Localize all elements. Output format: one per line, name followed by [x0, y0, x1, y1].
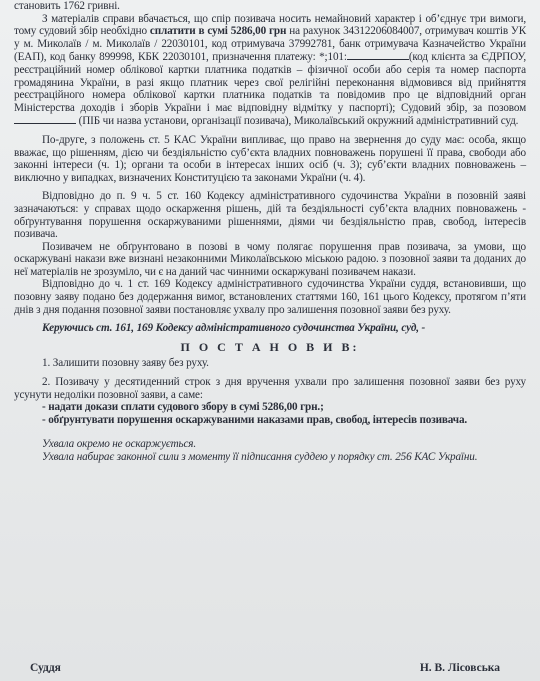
- p1-text-d: (ПІБ чи назва установи, організації позивача), Миколаївський окружний адміністративний суд.: [76, 115, 519, 128]
- ruling-item-2: 2. Позивачу у десятиденний строк з дня вручення ухвали про залишення позовної заяви без руху усунути недоліки позовної заяви, а саме:: [14, 376, 526, 401]
- p1-fee-amount: сплатити в сумі 5286,00 грн: [149, 25, 287, 38]
- paragraph-court-fee: [14, 13, 526, 128]
- judge-label: Суддя: [30, 662, 61, 674]
- p1-text-a: З матеріалів справи вбачається, що спір позивача носить немайновий характер і об’єднує три вимоги, тому судовий збір необхідно: [14, 12, 526, 38]
- ruling-heading: П О С Т А Н О В И В:: [180, 339, 360, 354]
- paragraph-claim-grounds: Позивачем не обґрунтовано в позові в чому полягає порушення прав позивача, за умови, що оскаржувані накази вже визнані незаконними Миколаївською міською радою. з позовної заяви та доданих до неї матеріалів не зрозуміло, чи є на даний час чинними оскаржувані позивачем накази.: [14, 240, 526, 278]
- p1-text-c: (код клієнта за ЄДРПОУ, реєстраційний номер облікової картки платника податків – фізичної особи або серія та номер паспорта громадянина України, в разі якщо платник через свої релігійні переконання відмовився від прийняття реєстраційного номера облікової картки платника податків та повідомив про це відповідний орган Міністерства доходів і зборів України і має відповідну відмітку у паспорті); Судовий збір, за позовом: [14, 51, 526, 114]
- guided-by-line: Керуючись ст. 161, 169 Кодексу адміністративного судочинства України, суд, -: [42, 322, 426, 335]
- paragraph-article-169: Відповідно до ч. 1 ст. 169 Кодексу адміністративного судочинства України суддя, встановивши, що позовну заяву подано без додержання вимог, встановлених статтями 160, 161 цього Кодексу, протягом п’яти днів з дня подання позовної заяви постановляє ухвалу про залишення позовної заяви без руху.: [14, 278, 526, 316]
- paragraph-article-160: Відповідно до п. 9 ч. 5 ст. 160 Кодексу адміністративного судочинства України в позовній заяві зазначаються: у справах щодо оскарження рішень, дій та бездіяльності суб’єкта владних повноважень - обґрунтування порушення оскаржуваними рішеннями, діями чи бездіяльністю прав, свобод, інтересів позивача.: [14, 190, 526, 241]
- requirement-justify: - обґрунтувати порушення оскаржуваними наказами прав, свобод, інтересів позивача.: [42, 413, 468, 426]
- note-effective: Ухвала набирає законної сили з моменту її підписання суддею у порядку ст. 256 КАС України.: [42, 451, 478, 463]
- paragraph-article-5: По-друге, з положень ст. 5 КАС України випливає, що право на звернення до суду має: особа, якщо вважає, що рішенням, дією чи бездіяльністю суб’єкта владних повноважень порушені її права, свободи або законні інтереси (ч. 1); органи та особи в інтересах інших осіб (ч. 3); суб’єкти владних повноважень – виключно у випадках, визначених Конституцією та законами України (ч. 4).: [14, 133, 526, 184]
- judge-name: Н. В. Лісовська: [419, 662, 500, 674]
- blank-line: [347, 50, 409, 60]
- blank-line: [14, 114, 76, 124]
- document-body: [14, 0, 526, 464]
- note-no-appeal: Ухвала окремо не оскаржується.: [42, 438, 197, 451]
- ruling-item-1: 1. Залишити позовну заяву без руху.: [42, 357, 209, 370]
- p1-text-b: на рахунок 34312206084007, отримувач коштів УК у м. Миколаїв / м. Миколаїв / 22030101, код отримувача 37992781, банк отримувача Казначейство України (ЕАП), код банку 899998, КБК 22030101, призначення платежу: *;101:: [14, 25, 527, 64]
- requirement-fee-proof: - надати докази сплати судового збору в сумі 5286,00 грн.;: [42, 401, 324, 414]
- top-line: становить 1762 гривні.: [14, 0, 120, 12]
